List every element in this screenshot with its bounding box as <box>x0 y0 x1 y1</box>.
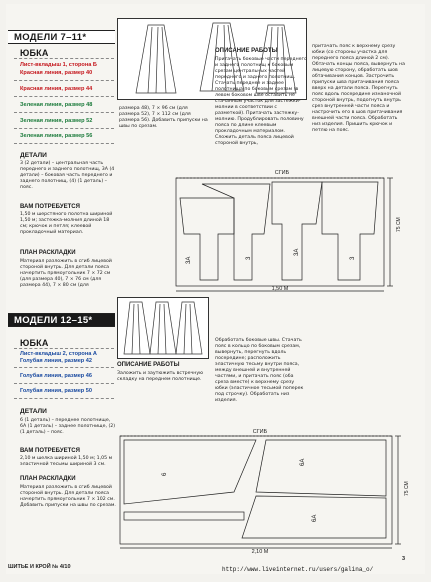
divider <box>14 96 114 97</box>
model2-work-text2: Обработать боковые швы. Стачать пояс в кольцо по боковым срезам, вывернуть, перегнуть вдоль посередине; расположить эластичную тесьму внутри пояса, между внешней и внутренней частями, и притачать пояс (оба среза вместе) к верхнему срезу юбки (эластичное тесьмой поперек под строчку). Обработать низ изделия. <box>215 338 304 403</box>
width-label-2: 2,10 М <box>251 549 269 554</box>
model-header-1 <box>8 30 115 44</box>
model2-plan-text: Материал разложить в сгиб лицевой стороной внутрь. Для детали пояса начертить прямоугольник 7 × 102 см. Добавить припуски на швы по срезам. <box>20 485 116 508</box>
model2-need-text: 2,10 м шелка шириной 1,50 м; 1,05 м эластичной тесьмы шириной 3 см. <box>20 456 113 467</box>
model-header-2 <box>8 313 115 327</box>
model2-sheet-line: Лист-вкладыш 2, сторона А <box>20 351 97 357</box>
model2-details-title: ДЕТАЛИ <box>20 408 47 415</box>
model2-line-2: Голубая линия, размер 50 <box>20 388 93 394</box>
divider <box>14 80 114 81</box>
divider <box>14 143 114 144</box>
height-label-1: 75 СМ <box>396 217 402 232</box>
model1-details-text: 3 (2 детали) – центральная часть переднего и заднего полотнищ, 3А (4 детали) – боковая часть переднего и заднего полотнищ, (4) (1 деталь) – пояс. <box>20 161 115 190</box>
model2-work-title: ОПИСАНИЕ РАБОТЫ <box>117 362 180 368</box>
piece-label-2b: 6А <box>300 458 306 466</box>
divider <box>14 58 114 59</box>
layout-scheme-2-svg <box>116 426 412 554</box>
divider <box>14 112 114 113</box>
piece-label-2c: 6А <box>312 514 318 522</box>
model2-title: ЮБКА <box>20 338 49 348</box>
piece-label-1c: 3А <box>294 248 300 256</box>
piece-label-1b: 3 <box>246 256 252 260</box>
model2-line-1: Голубая линия, размер 46 <box>20 373 93 379</box>
model2-need-title: ВАМ ПОТРЕБУЕТСЯ <box>20 448 80 454</box>
model1-work-title: ОПИСАНИЕ РАБОТЫ <box>215 48 278 54</box>
skirt-illustration-2 <box>117 297 209 359</box>
divider <box>14 348 114 349</box>
model1-line-3: Зеленая линия, размер 52 <box>20 118 93 124</box>
width-label-1: 1,50 М <box>271 286 289 292</box>
model1-sheet-line: Лист-вкладыш 1, сторона Б <box>20 62 97 68</box>
skirt-drawings-2 <box>118 298 210 360</box>
fold-label-2: СГИБ <box>252 429 268 435</box>
model1-details-title: ДЕТАЛИ <box>20 152 47 159</box>
fold-label-1: СГИБ <box>274 170 290 176</box>
model1-title: ЮБКА <box>20 48 49 58</box>
model1-plan-title: ПЛАН РАСКЛАДКИ <box>20 250 76 256</box>
model1-work-text2: притачать пояс к верхнему срезу юбки (со стороны участка для переднего пояса длиной 2 см). Обтачать концы пояса, вывернуть на лицевую сторону, обработать шов обтачивания концов. Застрочить припуски шва притачивания пояса вверх на детали пояса. Перегнуть пояс вдоль посередине изнаночной стороной внутрь, подогнуть внутрь срез внутренней части пояса и настрочить его в шов притачивания внешней части пояса. Обработать низ изделия. Пришить крючок и петлю на пояс. <box>312 44 405 133</box>
source-url[interactable]: http://www.liveinternet.ru/users/galina_o/ <box>222 566 374 573</box>
layout-scheme-1-svg <box>172 164 412 294</box>
model1-line-2: Зеленая линия, размер 48 <box>20 102 93 108</box>
model1-need-text: 1,50 м шерстяного полотна шириной 1,50 м; застежка-молния длиной 18 см; крючок и петля; клеевой прокладочный материал. <box>20 212 113 235</box>
layout-scheme-2 <box>116 426 412 554</box>
piece-label-1d: 3 <box>350 256 356 260</box>
model1-plan-text: Материал разложить в сгиб лицевой стороной внутрь. Для детали пояса начертить прямоугольник 7 × 72 см (для размера 40), 7 × 76 см (для размера 44), 7 × 80 см (для <box>20 259 112 288</box>
model1-need-title: ВАМ ПОТРЕБУЕТСЯ <box>20 204 80 210</box>
layout-scheme-1 <box>172 164 412 294</box>
model1-work-text: Притачать боковые части переднего и заднего полотнищ к боковым срезам центральных частей переднего и заднего полотнищ. Стачать переднее и заднее полотнища по боковым срезам (в левом боковом шве оставить не стачанным участок для застежки-молнии в соответствии с разметкой). Притачать застежку-молнию. Продублировать половину пояса по длине клеевым прокладочным материалом. Сложить деталь пояса лицевой стороной внутрь, <box>215 57 307 146</box>
model2-details-text: 6 (1 деталь) – переднее полотнище, 6А (1 деталь) – заднее полотнище, (2) (1 деталь) – пояс. <box>20 418 116 435</box>
piece-label-1a: 3А <box>186 256 192 264</box>
model1-plan-text-cont: размера 48), 7 × 96 см (для размера 52), 7 × 112 см (для размера 56). Добавить припуски на швы по срезам. <box>119 106 208 129</box>
divider <box>14 128 114 129</box>
model2-plan-title: ПЛАН РАСКЛАДКИ <box>20 476 76 482</box>
model2-line-0: Голубая линия, размер 42 <box>20 358 93 364</box>
divider <box>14 367 114 368</box>
piece-label-2a: 6 <box>162 472 168 476</box>
model-header-2-text: МОДЕЛИ 12–15* <box>14 315 93 326</box>
model1-line-4: Зеленая линия, размер 56 <box>20 133 93 139</box>
model1-line-1: Красная линия, размер 44 <box>20 86 93 92</box>
page-number: 3 <box>402 556 406 562</box>
height-label-2: 75 СМ <box>404 481 410 496</box>
magazine-footer: ШИТЬЕ И КРОЙ № 4/10 <box>8 564 71 570</box>
model2-work-text: Заложить и заутюжить встречную складку на переднем полотнище. <box>117 371 204 382</box>
model-header-1-text: МОДЕЛИ 7–11* <box>14 32 87 43</box>
divider <box>14 383 114 384</box>
model1-line-0: Красная линия, размер 40 <box>20 70 93 76</box>
divider <box>14 398 114 399</box>
